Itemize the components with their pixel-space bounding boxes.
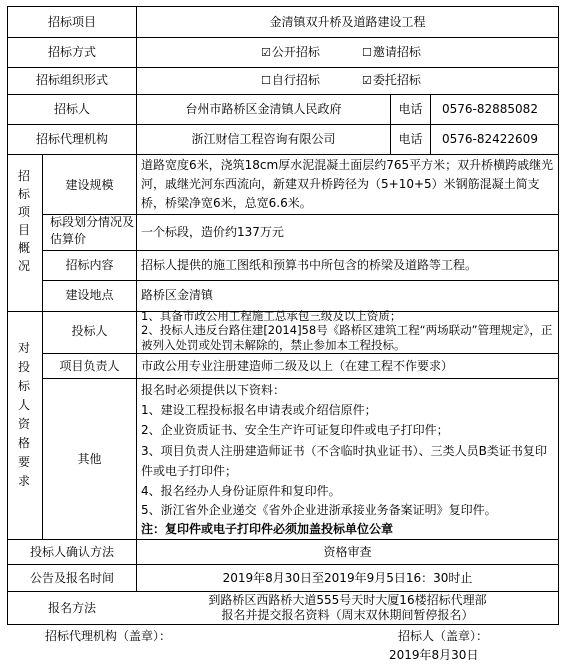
border-right [558,6,559,625]
registration-label: 报名方法 [47,601,96,615]
content-label: 招标内容 [65,258,114,272]
checkbox-empty-icon[interactable]: ☐ [362,46,372,59]
project-value: 金清镇双升桥及道路建设工程 [269,15,426,29]
hline [7,124,559,125]
hline [42,353,559,354]
method-option-invite[interactable] [362,43,462,62]
vline [430,94,431,154]
confirm-label: 投标人确认方法 [29,545,114,559]
bidder-line-1: 1、具备市政公用工程施工总承包三级及以上资质； [141,309,402,323]
organization-option-entrust[interactable] [362,71,462,90]
other-line-1: 1、建设工程投标报名申请表或介绍信原件； [141,403,377,417]
other-note: 注：复印件或电子打印件必须加盖投标单位公章 [141,522,394,536]
agency-label: 招标代理机构 [35,132,108,146]
organization-option-self[interactable] [261,71,361,90]
option-label: 公开招标 [271,45,320,59]
scale-label: 建设规模 [65,178,114,192]
hline [42,250,559,251]
location-text: 路桥区金清镇 [141,288,214,302]
hline [7,564,559,565]
vline [136,154,137,539]
option-label: 委托招标 [372,73,421,87]
border-left [7,6,8,625]
tenderer-value: 台州市路桥区金清镇人民政府 [185,102,342,116]
confirm-value: 资格审查 [323,545,372,559]
announcement-label: 公告及报名时间 [29,571,114,585]
agency-phone-label: 电话 [398,132,423,146]
option-label: 自行招标 [271,73,320,87]
content-text: 招标人提供的施工图纸和预算书中所包含的桥梁及道路等工程。 [141,258,478,272]
hline [7,37,559,38]
project-label: 招标项目 [47,15,96,29]
tenderer-phone-label: 电话 [398,102,423,116]
border-bottom [7,624,559,625]
registration-line-2: 报名并提交报名资料（周末双休期间暂停报名） [221,608,474,622]
border-top [7,6,559,7]
registration-line-1: 到路桥区西路桥大道555号天时大厦16楼招标代理部 [208,593,487,607]
hline [7,67,559,68]
overview-group-label: 招标项目概况 [17,169,30,273]
hline [42,378,559,379]
qualification-group-label: 对投标人资格要求 [17,341,30,488]
bidder-label: 投标人 [71,324,108,338]
agency-phone: 0576-82422609 [442,132,538,146]
option-label: 邀请招标 [372,45,421,59]
other-line-4: 4、报名经办人身份证原件和复印件。 [141,484,341,498]
tenderer-phone: 0576-82885082 [442,102,538,116]
other-label: 其他 [77,452,102,466]
organization-label: 招标组织形式 [35,73,108,87]
checkbox-checked-icon[interactable]: ☑ [261,46,271,59]
vline [42,154,43,539]
hline [7,154,559,155]
tenderer-label: 招标人 [53,102,90,116]
agency-value: 浙江财信工程咨询有限公司 [191,132,336,146]
section-text: 一个标段，造价约137万元 [141,225,284,239]
checkbox-checked-icon[interactable]: ☑ [362,74,372,87]
announcement-value: 2019年8月30日至2019年9月5日16：30时止 [222,571,473,585]
scale-text: 道路宽度6米，浇筑18cm厚水泥混凝土面层约765平方米；双升桥横跨戚继光河，戚继光河东西流向，新建双升桥跨径为（5+10+5）米钢筋混凝土简支桥，桥梁净宽6米，总宽6.6米。 [141,158,554,210]
method-label: 招标方式 [47,45,96,59]
section-label: 标段划分情况及估算价 [50,215,135,246]
checkbox-empty-icon[interactable]: ☐ [261,74,271,87]
other-line-2: 2、企业资质证书、安全生产许可证复印件或电子打印件； [141,423,449,437]
bidder-line-2: 2、投标人违反台路住建[2014]58号《路桥区建筑工程“两场联动”管理规定》，正被列入处罚或处罚未解除的，禁止参加本工程投标。 [141,323,553,352]
other-line-0: 报名时必须提供以下资料： [141,383,286,397]
method-option-open[interactable] [261,43,361,62]
pm-label: 项目负责人 [59,359,120,373]
agency-seal-label: 招标代理机构（盖章）： [45,629,172,643]
location-label: 建设地点 [65,288,114,302]
tenderer-seal-label: 招标人（盖章）： [398,629,489,643]
pm-text: 市政公用专业注册建造师二级及以上（在建工程不作要求） [141,359,454,373]
other-line-3: 3、项目负责人注册建造师证书（不含临时执业证书）、三类人员B类证书复印件或电子打印件； [141,444,547,478]
hline [42,280,559,281]
other-line-5: 5、浙江省外企业递交《省外企业进浙承接业务备案证明》复印件。 [141,503,497,517]
hline [7,94,559,95]
hline [7,539,559,540]
footer-date: 2019年8月30日 [389,648,479,662]
